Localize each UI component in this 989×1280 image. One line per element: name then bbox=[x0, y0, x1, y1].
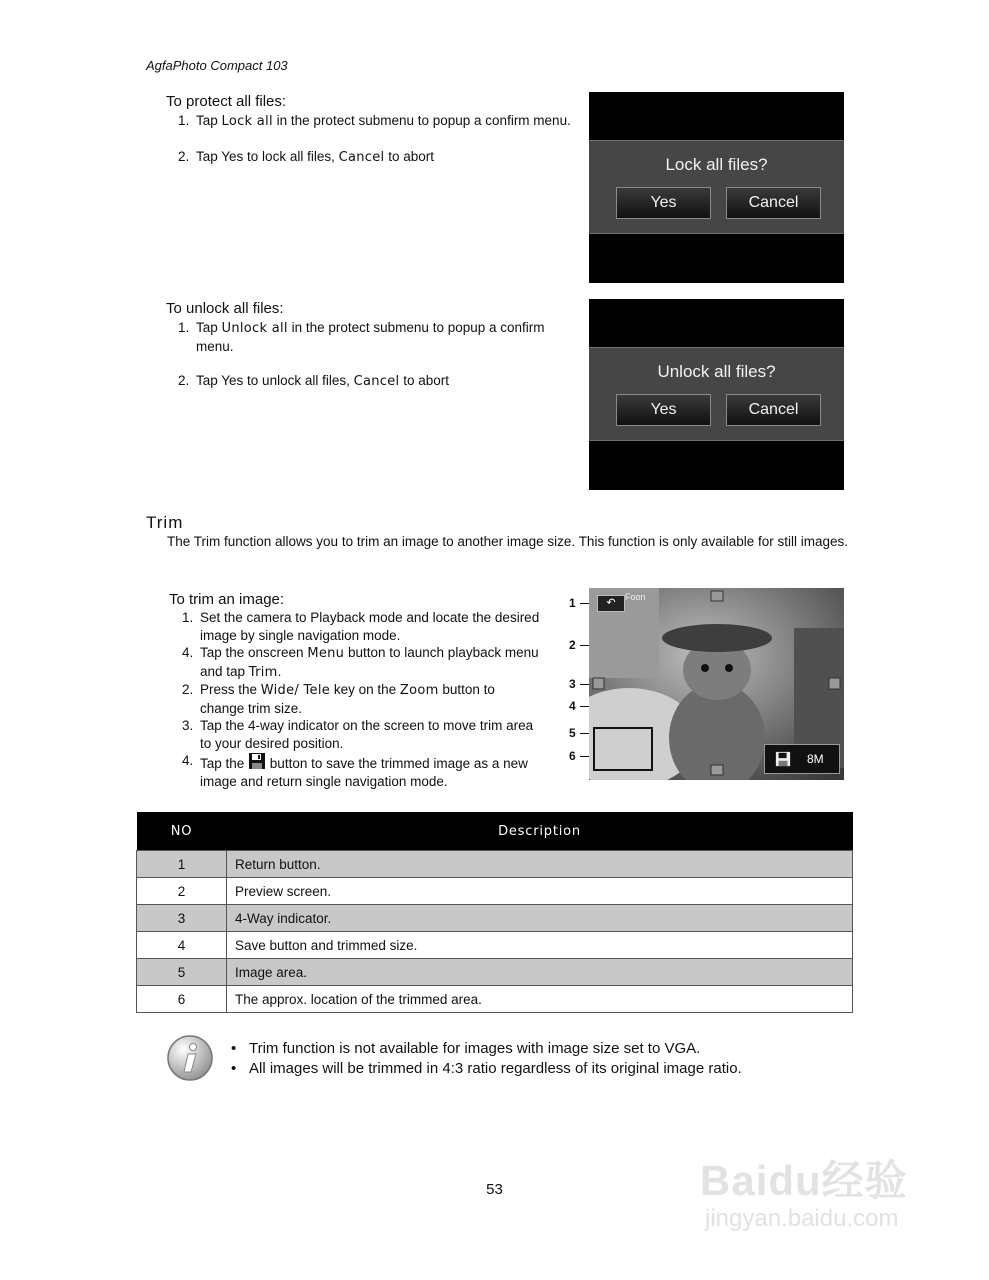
unlock-step-1 bbox=[178, 319, 583, 355]
photo-text: Foon bbox=[625, 592, 646, 602]
step-text: button to save the trimmed image as a new image and return single navigation mode. bbox=[200, 756, 528, 789]
row-no: 4 bbox=[137, 932, 227, 959]
yes-button[interactable]: Yes bbox=[616, 394, 711, 426]
callout-1: 1 bbox=[569, 596, 576, 610]
trim-size-label: 8M bbox=[807, 752, 824, 766]
yes-button[interactable]: Yes bbox=[616, 187, 711, 219]
trim-how-title: To trim an image: bbox=[169, 591, 285, 608]
table-row bbox=[137, 905, 853, 932]
step-number: 1. bbox=[178, 320, 190, 335]
return-arrow-icon: ↶ bbox=[606, 597, 616, 609]
table-header-row bbox=[137, 812, 853, 851]
trim-steps bbox=[182, 609, 542, 790]
row-no: 6 bbox=[137, 986, 227, 1013]
trim-step bbox=[182, 644, 542, 681]
step-number: 4. bbox=[182, 645, 194, 660]
step-text: in the protect submenu to popup a confirm menu. bbox=[272, 113, 571, 128]
protect-step-1 bbox=[178, 112, 578, 131]
key-wide-tele: Wide/ Tele bbox=[260, 683, 331, 698]
callout-4: 4 bbox=[569, 699, 576, 713]
step-number: 2. bbox=[178, 148, 190, 164]
key-menu: Menu bbox=[307, 646, 345, 661]
callout-description-table bbox=[136, 812, 853, 1013]
trim-step bbox=[182, 609, 542, 644]
step-text: Tap Yes to unlock all files, bbox=[196, 373, 354, 388]
unlock-step-2 bbox=[178, 372, 583, 391]
step-number: 2. bbox=[182, 682, 194, 697]
section-title-trim: Trim bbox=[146, 513, 184, 532]
unlock-all-dialog-screenshot bbox=[589, 299, 844, 490]
save-size-button[interactable] bbox=[764, 744, 840, 774]
step-number: 2. bbox=[178, 373, 190, 388]
key-cancel: Cancel bbox=[353, 374, 400, 389]
row-no: 1 bbox=[137, 851, 227, 878]
table-row bbox=[137, 851, 853, 878]
return-button[interactable] bbox=[597, 595, 625, 612]
unlock-steps bbox=[178, 319, 583, 391]
key-zoom: Zoom bbox=[399, 683, 439, 698]
step-text: to abort bbox=[399, 373, 449, 388]
step-text: to abort bbox=[384, 148, 434, 164]
note-item bbox=[231, 1059, 742, 1079]
header-no: NO bbox=[137, 812, 227, 851]
protect-step-2 bbox=[178, 148, 578, 167]
row-desc: 4-Way indicator. bbox=[227, 905, 853, 932]
baidu-watermark-url: jingyan.baidu.com bbox=[705, 1205, 899, 1232]
note-text: Trim function is not available for images with image size set to VGA. bbox=[249, 1040, 701, 1057]
dialog-question: Unlock all files? bbox=[657, 362, 776, 381]
baidu-watermark-logo: Baidu经验 bbox=[700, 1157, 908, 1204]
note-item bbox=[231, 1039, 742, 1059]
lock-all-dialog-screenshot bbox=[589, 92, 844, 283]
cancel-button[interactable]: Cancel bbox=[726, 394, 821, 426]
header-description: Description bbox=[227, 812, 853, 851]
callout-2: 2 bbox=[569, 638, 576, 652]
page-number: 53 bbox=[486, 1181, 503, 1198]
notes-list bbox=[231, 1039, 742, 1079]
step-text: button to launch playback menu and tap bbox=[200, 645, 539, 679]
step-number: 4. bbox=[182, 753, 194, 768]
step-text: button to change trim size. bbox=[200, 682, 495, 716]
bullet: • bbox=[231, 1040, 237, 1057]
trim-intro: The Trim function allows you to trim an image to another image size. This function is only available for still images. bbox=[167, 534, 849, 549]
save-disk-icon bbox=[248, 752, 266, 770]
bullet: • bbox=[231, 1060, 237, 1077]
row-no: 3 bbox=[137, 905, 227, 932]
callout-6: 6 bbox=[569, 749, 576, 763]
info-icon bbox=[166, 1034, 214, 1082]
unlock-title: To unlock all files: bbox=[166, 300, 284, 317]
trim-step bbox=[182, 752, 542, 790]
row-desc: Return button. bbox=[227, 851, 853, 878]
table-row bbox=[137, 932, 853, 959]
dialog-question: Lock all files? bbox=[665, 155, 768, 174]
step-text: Press the bbox=[200, 682, 261, 697]
trim-step bbox=[182, 717, 542, 752]
row-no: 2 bbox=[137, 878, 227, 905]
callout-3: 3 bbox=[569, 677, 576, 691]
row-desc: The approx. location of the trimmed area. bbox=[227, 986, 853, 1013]
row-desc: Save button and trimmed size. bbox=[227, 932, 853, 959]
trim-preview-screen bbox=[589, 588, 844, 780]
key-lock-all: Lock all bbox=[221, 114, 273, 129]
step-text: Tap bbox=[196, 320, 222, 335]
step-number: 1. bbox=[178, 113, 190, 128]
table-row bbox=[137, 959, 853, 986]
table-row bbox=[137, 878, 853, 905]
row-no: 5 bbox=[137, 959, 227, 986]
step-number: 1. bbox=[182, 610, 194, 625]
step-text: . bbox=[277, 663, 282, 679]
step-text: Tap the onscreen bbox=[200, 645, 308, 660]
key-unlock-all: Unlock all bbox=[221, 321, 288, 336]
step-number: 3. bbox=[182, 718, 194, 733]
row-desc: Preview screen. bbox=[227, 878, 853, 905]
callout-5: 5 bbox=[569, 726, 576, 740]
protect-steps bbox=[178, 112, 578, 166]
key-trim: Trim bbox=[248, 664, 278, 680]
step-text: Tap the 4-way indicator on the screen to move trim area to your desired position. bbox=[200, 718, 534, 751]
step-text: Tap Yes to lock all files, bbox=[196, 148, 339, 164]
step-text: Tap bbox=[196, 113, 222, 128]
step-text: Tap the bbox=[200, 756, 249, 771]
step-text: in the protect submenu to popup a confirm menu. bbox=[196, 320, 545, 354]
cancel-button[interactable]: Cancel bbox=[726, 187, 821, 219]
running-header: AgfaPhoto Compact 103 bbox=[146, 58, 288, 73]
row-desc: Image area. bbox=[227, 959, 853, 986]
step-text: key on the bbox=[330, 682, 400, 697]
step-text: Set the camera to Playback mode and locate the desired image by single navigation mode. bbox=[200, 610, 540, 643]
key-cancel: Cancel bbox=[338, 149, 385, 165]
save-disk-icon bbox=[775, 751, 791, 767]
table-row bbox=[137, 986, 853, 1013]
trim-step bbox=[182, 681, 542, 717]
protect-title: To protect all files: bbox=[166, 93, 287, 110]
note-text: All images will be trimmed in 4:3 ratio regardless of its original image ratio. bbox=[249, 1060, 742, 1077]
